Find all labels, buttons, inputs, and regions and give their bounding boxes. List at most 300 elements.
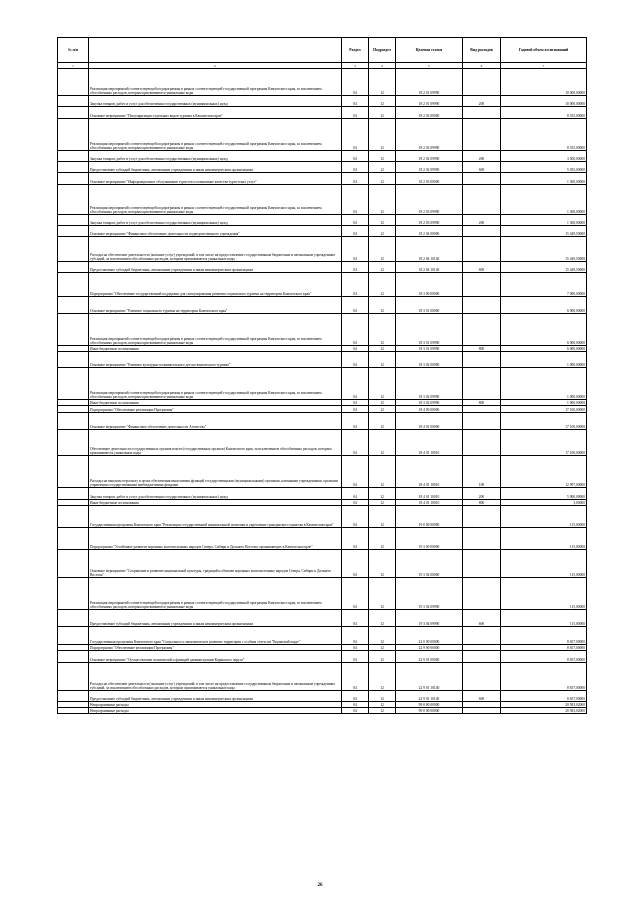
- cell-amount: 15 449,50000: [501, 262, 587, 273]
- column-number: 7: [501, 63, 587, 69]
- cell-number: [58, 173, 89, 185]
- cell-expense-type: 100: [463, 456, 501, 488]
- cell-amount: 115,00000: [501, 578, 587, 610]
- cell-subsection: 12: [369, 610, 396, 627]
- table-row: [58, 627, 587, 645]
- table-row: [58, 352, 587, 368]
- cell-number: [58, 226, 89, 237]
- table-row: [58, 430, 587, 456]
- cell-section: 04: [342, 430, 369, 456]
- cell-number: [58, 663, 89, 691]
- cell-section: 04: [342, 528, 369, 550]
- cell-number: [58, 107, 89, 119]
- cell-amount: 8 657,00000: [501, 663, 587, 691]
- cell-target-article: 18 2 01 09990: [396, 69, 463, 96]
- cell-name: Основное мероприятие "Информационное обслуживание туристов и повышение качества туристских услуг": [89, 173, 342, 185]
- cell-expense-type: [463, 413, 501, 430]
- cell-subsection: 12: [369, 500, 396, 506]
- cell-section: 04: [342, 500, 369, 506]
- table-row: [58, 691, 587, 702]
- cell-section: 04: [342, 96, 369, 107]
- cell-expense-type: 800: [463, 400, 501, 406]
- cell-subsection: 12: [369, 627, 396, 645]
- cell-number: [58, 314, 89, 346]
- cell-target-article: 18 2 04 10140: [396, 262, 463, 273]
- cell-expense-type: [463, 651, 501, 663]
- cell-name: Расходы на выплаты персоналу в целях обеспечения выполнения функций государственными (муниципальными) органами, казенными учреждениями, органами управления государственными внебюджетными фондами: [89, 456, 342, 488]
- cell-subsection: 12: [369, 215, 396, 226]
- cell-section: 04: [342, 406, 369, 413]
- cell-subsection: 12: [369, 314, 396, 346]
- cell-number: [58, 237, 89, 262]
- table-row: [58, 610, 587, 627]
- cell-expense-type: [463, 578, 501, 610]
- cell-expense-type: [463, 506, 501, 528]
- cell-name: Реализация мероприятий соответствующей подпрограммы в рамках соответствующей государственной программы Камчатского края, за исключением обособленных расходов, которым присваиваются уникальные коды: [89, 368, 342, 400]
- cell-expense-type: 600: [463, 262, 501, 273]
- cell-name: Подпрограмма "Обеспечение государственной поддержки для стимулирования развития социального туризма на территории Камчатского края": [89, 273, 342, 297]
- cell-subsection: 12: [369, 346, 396, 352]
- cell-subsection: 12: [369, 400, 396, 406]
- cell-number: [58, 69, 89, 96]
- header-number: № п/п: [58, 38, 89, 63]
- cell-subsection: 12: [369, 151, 396, 162]
- table-row: [58, 185, 587, 215]
- cell-name: Основное мероприятие "Развитие социального туризма на территории Камчатского края": [89, 297, 342, 314]
- cell-section: 04: [342, 69, 369, 96]
- cell-number: [58, 651, 89, 663]
- cell-number: [58, 413, 89, 430]
- cell-amount: 6 000,00000: [501, 297, 587, 314]
- table-row: [58, 162, 587, 173]
- cell-amount: 17 100,00000: [501, 406, 587, 413]
- cell-amount: 10 000,00000: [501, 96, 587, 107]
- cell-subsection: 12: [369, 528, 396, 550]
- cell-target-article: 22 0 00 00000: [396, 627, 463, 645]
- cell-amount: 8 657,00000: [501, 691, 587, 702]
- cell-target-article: 19 3 04 09990: [396, 610, 463, 627]
- cell-name: Реализация мероприятий соответствующей подпрограммы в рамках соответствующей государственной программы Камчатского края, за исключением обособленных расходов, которым присваиваются уникальные коды: [89, 119, 342, 151]
- cell-expense-type: 200: [463, 151, 501, 162]
- cell-amount: 115,00000: [501, 506, 587, 528]
- cell-number: [58, 368, 89, 400]
- cell-section: 04: [342, 645, 369, 651]
- table-row: [58, 413, 587, 430]
- cell-expense-type: [463, 185, 501, 215]
- table-row: [58, 578, 587, 610]
- cell-name: Закупка товаров, работ и услуг для обеспечения государственных (муниципальных) нужд: [89, 151, 342, 162]
- table-row: [58, 506, 587, 528]
- cell-expense-type: 200: [463, 488, 501, 500]
- cell-name: Подпрограмма "Устойчивое развитие коренных малочисленных народов Севера, Сибири и Дальнего Востока, проживающих в Камчатском крае": [89, 528, 342, 550]
- table-body: [58, 69, 587, 714]
- table-row: [58, 651, 587, 663]
- cell-section: 04: [342, 346, 369, 352]
- cell-section: 04: [342, 173, 369, 185]
- table-row: [58, 151, 587, 162]
- cell-subsection: 12: [369, 506, 396, 528]
- header-subsection: Подраздел: [369, 38, 396, 63]
- column-number: 2: [89, 63, 342, 69]
- table-row: [58, 173, 587, 185]
- cell-target-article: 18 2 02 09990: [396, 119, 463, 151]
- cell-subsection: 12: [369, 96, 396, 107]
- cell-target-article: 18 3 02 09990: [396, 400, 463, 406]
- cell-target-article: 18 3 01 09990: [396, 346, 463, 352]
- cell-name: Подпрограмма "Обеспечение реализации Программы": [89, 645, 342, 651]
- cell-amount: 17 100,00000: [501, 430, 587, 456]
- table-row: [58, 488, 587, 500]
- cell-target-article: 18 4 01 10010: [396, 456, 463, 488]
- cell-section: 04: [342, 185, 369, 215]
- cell-expense-type: 200: [463, 215, 501, 226]
- table-row: [58, 663, 587, 691]
- cell-amount: 1 000,00000: [501, 368, 587, 400]
- cell-amount: 3,00000: [501, 500, 587, 506]
- cell-subsection: 12: [369, 578, 396, 610]
- cell-expense-type: [463, 627, 501, 645]
- cell-target-article: 18 4 01 10010: [396, 500, 463, 506]
- cell-name: Основное мероприятие "Сохранение и развитие национальной культуры, традиций и обычаев коренных малочисленных народов Севера, Сибири и Дальнего Востока": [89, 550, 342, 578]
- cell-section: 04: [342, 550, 369, 578]
- cell-subsection: 12: [369, 702, 396, 708]
- cell-target-article: 18 3 02 00000: [396, 352, 463, 368]
- cell-name: Непрограммные расходы: [89, 702, 342, 708]
- cell-subsection: 12: [369, 708, 396, 714]
- cell-expense-type: [463, 550, 501, 578]
- cell-number: [58, 262, 89, 273]
- cell-subsection: 12: [369, 430, 396, 456]
- cell-target-article: 18 4 01 00000: [396, 413, 463, 430]
- cell-amount: 3 500,00000: [501, 151, 587, 162]
- cell-expense-type: [463, 528, 501, 550]
- table-row: [58, 456, 587, 488]
- cell-expense-type: [463, 663, 501, 691]
- cell-subsection: 12: [369, 645, 396, 651]
- table-row: [58, 119, 587, 151]
- table-row: [58, 237, 587, 262]
- cell-subsection: 12: [369, 273, 396, 297]
- cell-name: Государственная программа Камчатского края "Реализация государственной национальной политики и укрепление гражданского единства в Камчатском крае": [89, 506, 342, 528]
- cell-amount: 8 535,00000: [501, 107, 587, 119]
- cell-subsection: 12: [369, 226, 396, 237]
- cell-expense-type: [463, 352, 501, 368]
- cell-amount: 7 000,00000: [501, 273, 587, 297]
- cell-subsection: 12: [369, 413, 396, 430]
- cell-amount: 115,00000: [501, 550, 587, 578]
- cell-number: [58, 185, 89, 215]
- table-row: [58, 368, 587, 400]
- cell-name: Предоставление субсидий бюджетным, автономным учреждениям и иным некоммерческим организациям: [89, 610, 342, 627]
- table-row: [58, 550, 587, 578]
- page-number: 26: [317, 883, 323, 888]
- cell-target-article: 18 2 02 09990: [396, 151, 463, 162]
- table-row: [58, 262, 587, 273]
- cell-section: 04: [342, 215, 369, 226]
- cell-name: Основное мероприятие "Финансовое обеспечение деятельности подведомственного учреждения": [89, 226, 342, 237]
- cell-amount: 8 657,00000: [501, 651, 587, 663]
- cell-target-article: 18 2 03 09990: [396, 215, 463, 226]
- cell-section: 04: [342, 708, 369, 714]
- cell-expense-type: [463, 173, 501, 185]
- cell-name: Основное мероприятие "Популяризация отдельных видов туризма в Камчатском крае": [89, 107, 342, 119]
- table-row: [58, 273, 587, 297]
- cell-section: 04: [342, 107, 369, 119]
- cell-number: [58, 151, 89, 162]
- column-number: 3: [342, 63, 369, 69]
- cell-target-article: 18 2 04 10140: [396, 237, 463, 262]
- table-row: [58, 406, 587, 413]
- cell-target-article: 22 9 01 10140: [396, 691, 463, 702]
- cell-amount: 20 583,02000: [501, 708, 587, 714]
- cell-name: Иные бюджетные ассигнования: [89, 500, 342, 506]
- cell-section: 04: [342, 691, 369, 702]
- table-row: [58, 314, 587, 346]
- cell-section: 04: [342, 297, 369, 314]
- cell-subsection: 12: [369, 651, 396, 663]
- cell-expense-type: 800: [463, 346, 501, 352]
- cell-section: 04: [342, 651, 369, 663]
- cell-subsection: 12: [369, 162, 396, 173]
- cell-expense-type: [463, 119, 501, 151]
- cell-subsection: 12: [369, 262, 396, 273]
- cell-amount: 5 000,00000: [501, 488, 587, 500]
- cell-target-article: 22 9 01 00000: [396, 651, 463, 663]
- cell-section: 04: [342, 162, 369, 173]
- cell-number: [58, 691, 89, 702]
- cell-subsection: 12: [369, 456, 396, 488]
- cell-number: [58, 627, 89, 645]
- table-row: [58, 215, 587, 226]
- column-number: 5: [396, 63, 463, 69]
- cell-target-article: 18 3 01 00000: [396, 297, 463, 314]
- cell-subsection: 12: [369, 107, 396, 119]
- cell-expense-type: [463, 107, 501, 119]
- header-annual-amount: Годовой объем ассигнований: [501, 38, 587, 63]
- cell-name: Иные бюджетные ассигнования: [89, 400, 342, 406]
- cell-subsection: 12: [369, 368, 396, 400]
- table-row: [58, 528, 587, 550]
- cell-section: 04: [342, 226, 369, 237]
- cell-number: [58, 406, 89, 413]
- cell-section: 04: [342, 456, 369, 488]
- cell-amount: 1 000,00000: [501, 352, 587, 368]
- cell-name: Реализация мероприятий соответствующей подпрограммы в рамках соответствующей государственной программы Камчатского края, за исключением обособленных расходов, которым присваиваются уникальные коды: [89, 314, 342, 346]
- cell-number: [58, 352, 89, 368]
- cell-subsection: 12: [369, 297, 396, 314]
- table-row: [58, 69, 587, 96]
- cell-number: [58, 506, 89, 528]
- cell-number: [58, 528, 89, 550]
- cell-expense-type: [463, 406, 501, 413]
- cell-name: Расходы на обеспечение деятельности (оказание услуг) учреждений, в том числе на предоставление государственным бюджетным и автономным учреждениям субсидий, за исключением обособленных расходов, которым присваиваются уникальные коды: [89, 663, 342, 691]
- cell-number: [58, 708, 89, 714]
- cell-subsection: 12: [369, 237, 396, 262]
- cell-name: Основное мероприятие "Развитие культурно-познавательного детско-юношеского туризма": [89, 352, 342, 368]
- cell-number: [58, 578, 89, 610]
- table-row: [58, 708, 587, 714]
- cell-section: 04: [342, 237, 369, 262]
- table-row: [58, 107, 587, 119]
- cell-target-article: 22 9 01 10140: [396, 663, 463, 691]
- cell-amount: 8 657,00000: [501, 627, 587, 645]
- cell-amount: 1 000,00000: [501, 400, 587, 406]
- cell-expense-type: [463, 708, 501, 714]
- cell-target-article: 19 3 00 00000: [396, 528, 463, 550]
- cell-amount: 6 000,00000: [501, 346, 587, 352]
- cell-amount: 1 300,00000: [501, 173, 587, 185]
- column-number: 4: [369, 63, 396, 69]
- cell-name: Предоставление субсидий бюджетным, автономным учреждениям и иным некоммерческим организациям: [89, 262, 342, 273]
- cell-amount: 10 000,00000: [501, 69, 587, 96]
- cell-name: Предоставление субсидий бюджетным, автономным учреждениям и иным некоммерческим организациям: [89, 691, 342, 702]
- table-row: [58, 96, 587, 107]
- cell-number: [58, 119, 89, 151]
- cell-section: 04: [342, 151, 369, 162]
- cell-name: Закупка товаров, работ и услуг для обеспечения государственных (муниципальных) нужд: [89, 215, 342, 226]
- cell-amount: 5 035,00000: [501, 162, 587, 173]
- cell-name: Реализация мероприятий соответствующей подпрограммы в рамках соответствующей государственной программы Камчатского края, за исключением обособленных расходов, которым присваиваются уникальные коды: [89, 69, 342, 96]
- cell-subsection: 12: [369, 173, 396, 185]
- cell-target-article: 18 3 00 00000: [396, 273, 463, 297]
- cell-amount: 8 535,00000: [501, 119, 587, 151]
- cell-name: Обеспечение деятельности государственных органов власти (государственных органов) Камчатского края, за исключением обособленных расходов, которым присваиваются уникальные коды: [89, 430, 342, 456]
- cell-target-article: 18 4 00 00000: [396, 406, 463, 413]
- cell-expense-type: 600: [463, 610, 501, 627]
- cell-target-article: 18 2 03 09990: [396, 185, 463, 215]
- cell-subsection: 12: [369, 406, 396, 413]
- cell-expense-type: 200: [463, 96, 501, 107]
- cell-target-article: 18 4 01 10010: [396, 488, 463, 500]
- cell-section: 04: [342, 702, 369, 708]
- cell-name: Предоставление субсидий бюджетным, автономным учреждениям и иным некоммерческим организациям: [89, 162, 342, 173]
- cell-section: 04: [342, 663, 369, 691]
- cell-section: 04: [342, 627, 369, 645]
- cell-name: Расходы на обеспечение деятельности (оказание услуг) учреждений, в том числе на предоставление государственным бюджетным и автономным учреждениям субсидий, за исключением обособленных расходов, которым присваиваются уникальные коды: [89, 237, 342, 262]
- header-row: [58, 38, 587, 63]
- header-section: Раздел: [342, 38, 369, 63]
- cell-number: [58, 273, 89, 297]
- cell-amount: 115,00000: [501, 528, 587, 550]
- cell-number: [58, 610, 89, 627]
- cell-name: Закупка товаров, работ и услуг для обеспечения государственных (муниципальных) нужд: [89, 488, 342, 500]
- cell-number: [58, 215, 89, 226]
- cell-number: [58, 96, 89, 107]
- cell-amount: 15 449,50000: [501, 237, 587, 262]
- cell-expense-type: [463, 314, 501, 346]
- cell-section: 04: [342, 368, 369, 400]
- cell-target-article: 99 0 00 00000: [396, 702, 463, 708]
- cell-name: Основное мероприятие "Осуществление полномочий и функций администрации Корякского округа": [89, 651, 342, 663]
- cell-section: 04: [342, 413, 369, 430]
- cell-amount: 8 657,00000: [501, 645, 587, 651]
- cell-expense-type: [463, 368, 501, 400]
- header-target-article: Целевая статья: [396, 38, 463, 63]
- cell-subsection: 12: [369, 691, 396, 702]
- cell-subsection: 12: [369, 69, 396, 96]
- cell-target-article: 18 2 01 09990: [396, 96, 463, 107]
- cell-amount: 115,00000: [501, 610, 587, 627]
- cell-target-article: 99 0 00 00000: [396, 708, 463, 714]
- cell-section: 04: [342, 400, 369, 406]
- cell-name: Государственная программа Камчатского края "Социальное и экономическое развитие территории с особым статусом "Корякский округ": [89, 627, 342, 645]
- cell-target-article: 19 3 04 00000: [396, 550, 463, 578]
- cell-expense-type: 600: [463, 162, 501, 173]
- column-number: 6: [463, 63, 501, 69]
- cell-amount: 6 000,00000: [501, 314, 587, 346]
- cell-name: Подпрограмма "Обеспечение реализации Программы": [89, 406, 342, 413]
- cell-name: Основное мероприятие "Финансовое обеспечение деятельности Агентства": [89, 413, 342, 430]
- cell-section: 04: [342, 610, 369, 627]
- cell-expense-type: [463, 297, 501, 314]
- cell-expense-type: 600: [463, 691, 501, 702]
- cell-number: [58, 162, 89, 173]
- cell-subsection: 12: [369, 663, 396, 691]
- cell-amount: 1 300,00000: [501, 215, 587, 226]
- cell-section: 04: [342, 273, 369, 297]
- cell-number: [58, 488, 89, 500]
- cell-expense-type: [463, 226, 501, 237]
- cell-subsection: 12: [369, 119, 396, 151]
- cell-section: 04: [342, 262, 369, 273]
- header-expense-type: Вид расходов: [463, 38, 501, 63]
- cell-target-article: 22 9 00 00000: [396, 645, 463, 651]
- cell-number: [58, 550, 89, 578]
- cell-number: [58, 430, 89, 456]
- cell-target-article: 18 3 02 09990: [396, 368, 463, 400]
- cell-target-article: 19 0 00 00000: [396, 506, 463, 528]
- cell-subsection: 12: [369, 550, 396, 578]
- cell-section: 04: [342, 119, 369, 151]
- document-page: [57, 37, 586, 714]
- budget-table: [57, 37, 587, 714]
- cell-subsection: 12: [369, 185, 396, 215]
- cell-section: 04: [342, 578, 369, 610]
- cell-amount: 20 583,02000: [501, 702, 587, 708]
- cell-target-article: 18 4 01 10010: [396, 430, 463, 456]
- cell-number: [58, 297, 89, 314]
- cell-section: 04: [342, 488, 369, 500]
- cell-section: 04: [342, 506, 369, 528]
- cell-amount: 17 100,00000: [501, 413, 587, 430]
- table-row: [58, 297, 587, 314]
- header-name: [89, 38, 342, 63]
- cell-number: [58, 456, 89, 488]
- cell-name: Непрограммные расходы: [89, 708, 342, 714]
- cell-amount: 1 300,00000: [501, 185, 587, 215]
- cell-section: 04: [342, 314, 369, 346]
- cell-amount: 12 097,00000: [501, 456, 587, 488]
- cell-name: Реализация мероприятий соответствующей подпрограммы в рамках соответствующей государственной программы Камчатского края, за исключением обособленных расходов, которым присваиваются уникальные коды: [89, 578, 342, 610]
- cell-expense-type: [463, 430, 501, 456]
- cell-expense-type: [463, 237, 501, 262]
- cell-target-article: 18 2 04 00000: [396, 226, 463, 237]
- table-row: [58, 226, 587, 237]
- cell-expense-type: 800: [463, 500, 501, 506]
- cell-target-article: 19 3 04 09990: [396, 578, 463, 610]
- column-number: 1: [58, 63, 89, 69]
- cell-expense-type: [463, 273, 501, 297]
- cell-amount: 15 449,50000: [501, 226, 587, 237]
- cell-name: Закупка товаров, работ и услуг для обеспечения государственных (муниципальных) нужд: [89, 96, 342, 107]
- cell-target-article: 18 3 01 09990: [396, 314, 463, 346]
- cell-target-article: 18 2 03 00000: [396, 173, 463, 185]
- cell-target-article: 18 2 02 00000: [396, 107, 463, 119]
- cell-expense-type: [463, 69, 501, 96]
- cell-name: Иные бюджетные ассигнования: [89, 346, 342, 352]
- cell-subsection: 12: [369, 352, 396, 368]
- cell-section: 04: [342, 352, 369, 368]
